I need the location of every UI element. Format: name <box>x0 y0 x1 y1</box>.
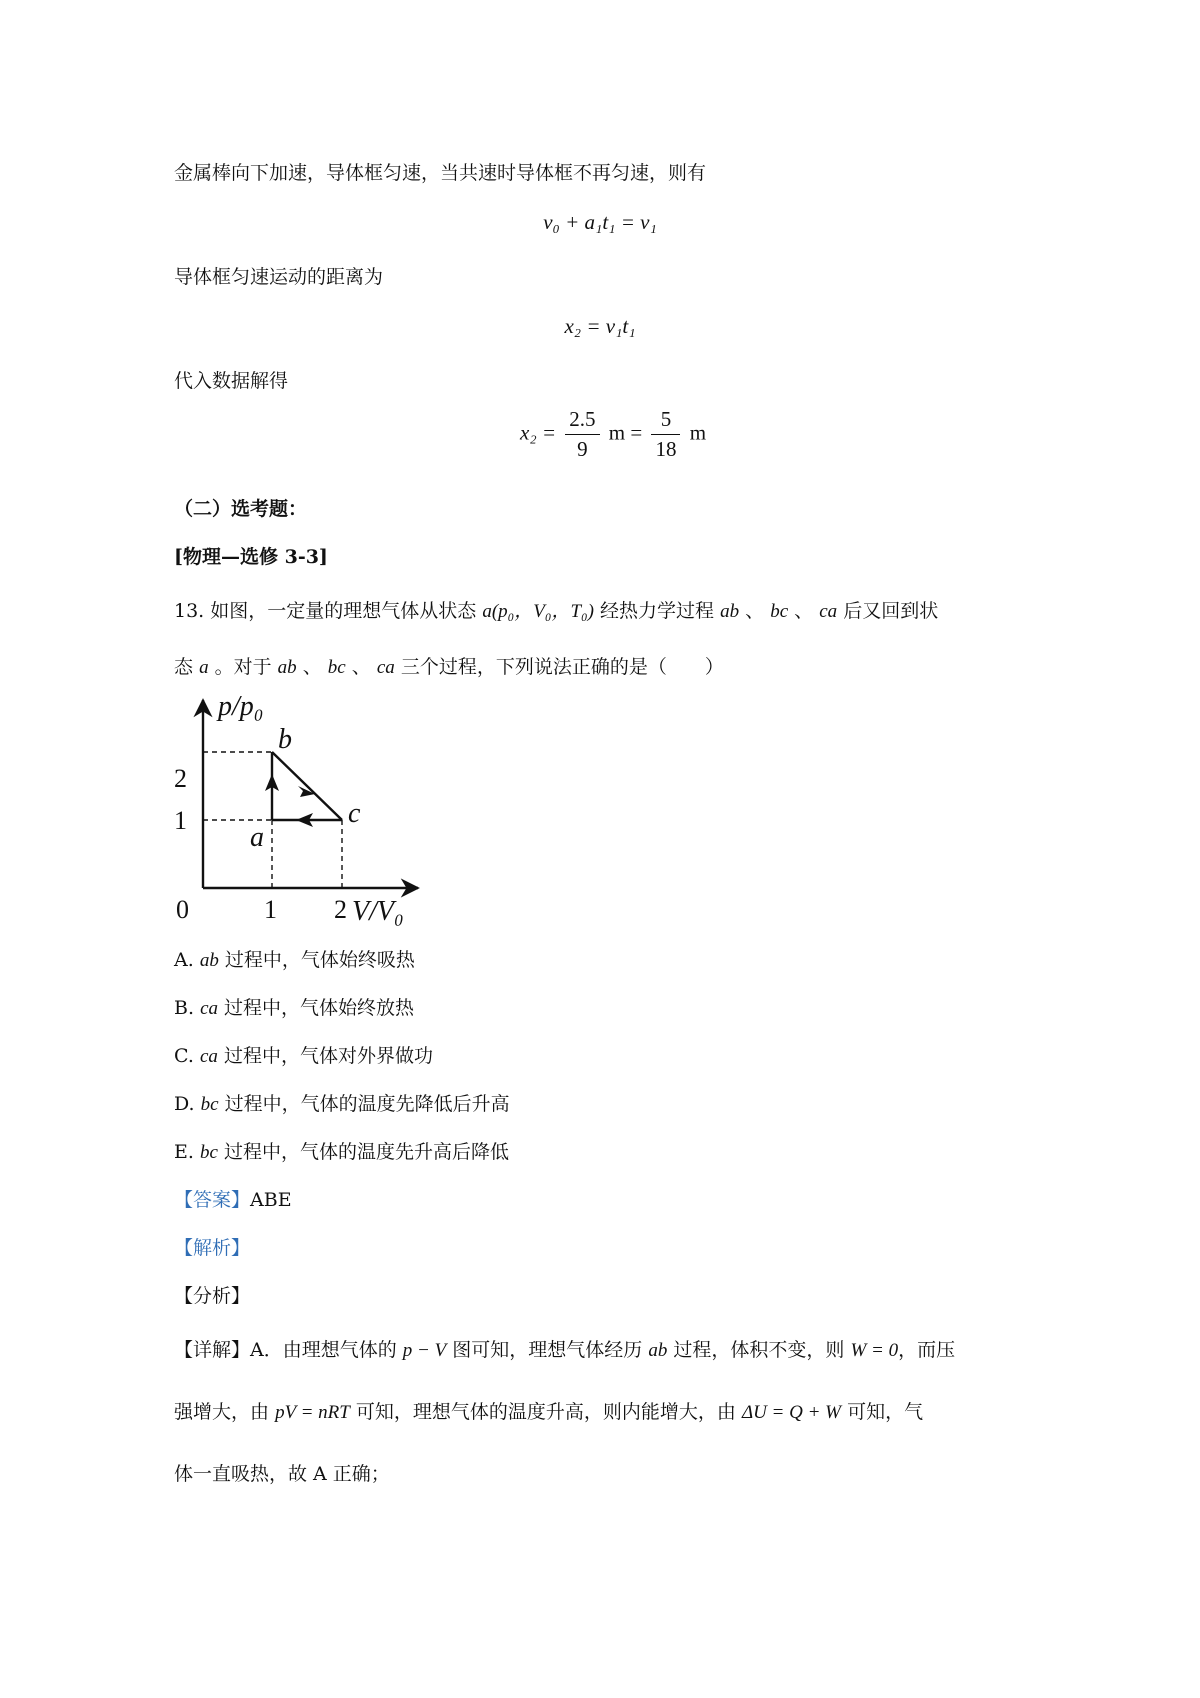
option-a-text: 过程中，气体始终吸热 <box>224 949 415 971</box>
eq3-fraction-2 <box>651 407 680 462</box>
y-axis-label: p/p₀ <box>218 691 264 722</box>
option-e-letter: E. <box>174 1141 194 1163</box>
text-line-3: 代入数据解得 <box>174 370 289 392</box>
equation-3 <box>520 407 706 462</box>
eq3-fraction-1 <box>565 407 599 462</box>
option-a <box>174 945 415 972</box>
y-tick-2: 2 <box>174 764 187 793</box>
option-b-proc: ca <box>200 998 218 1019</box>
detail-pv: p − V <box>402 1340 447 1361</box>
option-c-letter: C. <box>174 1045 194 1067</box>
detail-line-2 <box>174 1397 923 1424</box>
text-line-1: 金属棒向下加速，导体框匀速，当共速时导体框不再匀速，则有 <box>174 162 707 184</box>
eq3-mid: m = <box>608 420 643 445</box>
detail-p1: A．由理想气体的 <box>250 1339 397 1361</box>
option-a-letter: A. <box>174 949 194 971</box>
option-d-letter: D. <box>174 1093 195 1115</box>
q-bc: bc <box>770 601 789 622</box>
point-a-label: a <box>250 822 264 853</box>
detail-label: 【详解】 <box>174 1339 251 1361</box>
detail-q3: 可知，气 <box>847 1401 924 1423</box>
detail-p2: 图可知，理想气体经历 <box>452 1339 643 1361</box>
analysis-label: 【解析】 <box>174 1237 251 1259</box>
q2-sep-2: 、 <box>351 656 371 678</box>
option-c-proc: ca <box>199 1046 218 1067</box>
q2-ab: ab <box>277 657 297 678</box>
detail-pvnrt: pV = nRT <box>275 1402 350 1423</box>
equation-1: v₀ + a₁t₁ = v₁ <box>543 210 657 234</box>
option-b-text: 过程中，气体始终放热 <box>224 997 415 1019</box>
question-line-1 <box>174 596 938 623</box>
eq3-den2: 18 <box>655 437 677 461</box>
pv-diagram <box>160 690 460 940</box>
x-tick-1: 1 <box>264 895 277 924</box>
point-c-label: c <box>348 798 361 829</box>
equation-2: x₂ = v₁t₁ <box>564 314 636 338</box>
fenxi-label: 【分析】 <box>174 1285 251 1307</box>
option-e-text: 过程中，气体的温度先升高后降低 <box>223 1141 509 1163</box>
detail-q2: 可知，理想气体的温度升高，则内能增大，由 <box>355 1401 736 1423</box>
q2-bc: bc <box>327 657 346 678</box>
detail-line-3: 体一直吸热，故 A 正确； <box>174 1463 390 1485</box>
option-c-text: 过程中，气体对外界做功 <box>223 1045 433 1067</box>
option-c <box>174 1041 433 1068</box>
option-e-proc: bc <box>199 1142 218 1163</box>
q-line1-post: 后又回到状 <box>843 600 939 622</box>
y-tick-1: 1 <box>174 806 187 835</box>
detail-q1: 强增大，由 <box>174 1401 270 1423</box>
option-e <box>174 1137 509 1164</box>
q-ab: ab <box>720 601 740 622</box>
question-line-2 <box>174 652 724 679</box>
x-axis-label: V/V₀ <box>352 896 404 927</box>
eq3-num1: 2.5 <box>565 407 599 435</box>
eq3-num2: 5 <box>651 407 680 435</box>
section-heading: （二）选考题： <box>174 498 308 520</box>
point-b-label: b <box>278 724 292 755</box>
q-state-a: a(p₀，V₀，T₀) <box>482 601 594 622</box>
option-d-proc: bc <box>200 1094 219 1115</box>
option-b-letter: B. <box>174 997 195 1019</box>
eq3-unit: m <box>689 420 707 445</box>
option-b <box>174 993 414 1020</box>
origin-label: 0 <box>176 895 189 924</box>
detail-p4: ，而压 <box>898 1339 956 1361</box>
q-ca: ca <box>819 601 838 622</box>
option-d <box>174 1089 510 1116</box>
q-line2-pre: 态 <box>174 656 194 678</box>
eq3-den1: 9 <box>577 437 588 461</box>
q2-sep-1: 、 <box>302 656 322 678</box>
detail-ab: ab <box>648 1340 668 1361</box>
x-tick-2: 2 <box>334 895 347 924</box>
q-sep-2: 、 <box>794 600 814 622</box>
option-d-text: 过程中，气体的温度先降低后升高 <box>224 1093 510 1115</box>
option-a-proc: ab <box>199 950 219 971</box>
answer-label: 【答案】 <box>174 1189 251 1211</box>
answer-value: ABE <box>250 1189 292 1211</box>
q2-ca: ca <box>376 657 395 678</box>
text-line-2: 导体框匀速运动的距离为 <box>174 266 384 288</box>
eq3-lhs: x₂ = <box>520 420 557 445</box>
detail-line-1 <box>174 1335 955 1362</box>
q-line1-mid: 经热力学过程 <box>600 600 715 622</box>
q-sep-1: 、 <box>745 600 765 622</box>
q-line2-post: 三个过程，下列说法正确的是（ ） <box>400 656 724 678</box>
q-line1-pre: 13. 如图，一定量的理想气体从状态 <box>174 600 477 622</box>
detail-w0: W = 0 <box>850 1340 899 1361</box>
answer-line <box>174 1185 292 1212</box>
process-bc <box>272 752 342 820</box>
detail-du: ΔU = Q + W <box>741 1402 842 1423</box>
subsection-heading: [物理—选修 3-3] <box>174 546 328 568</box>
q-a: a <box>199 657 209 678</box>
q-line2-mid: 。对于 <box>214 656 272 678</box>
detail-p3: 过程，体积不变，则 <box>673 1339 845 1361</box>
